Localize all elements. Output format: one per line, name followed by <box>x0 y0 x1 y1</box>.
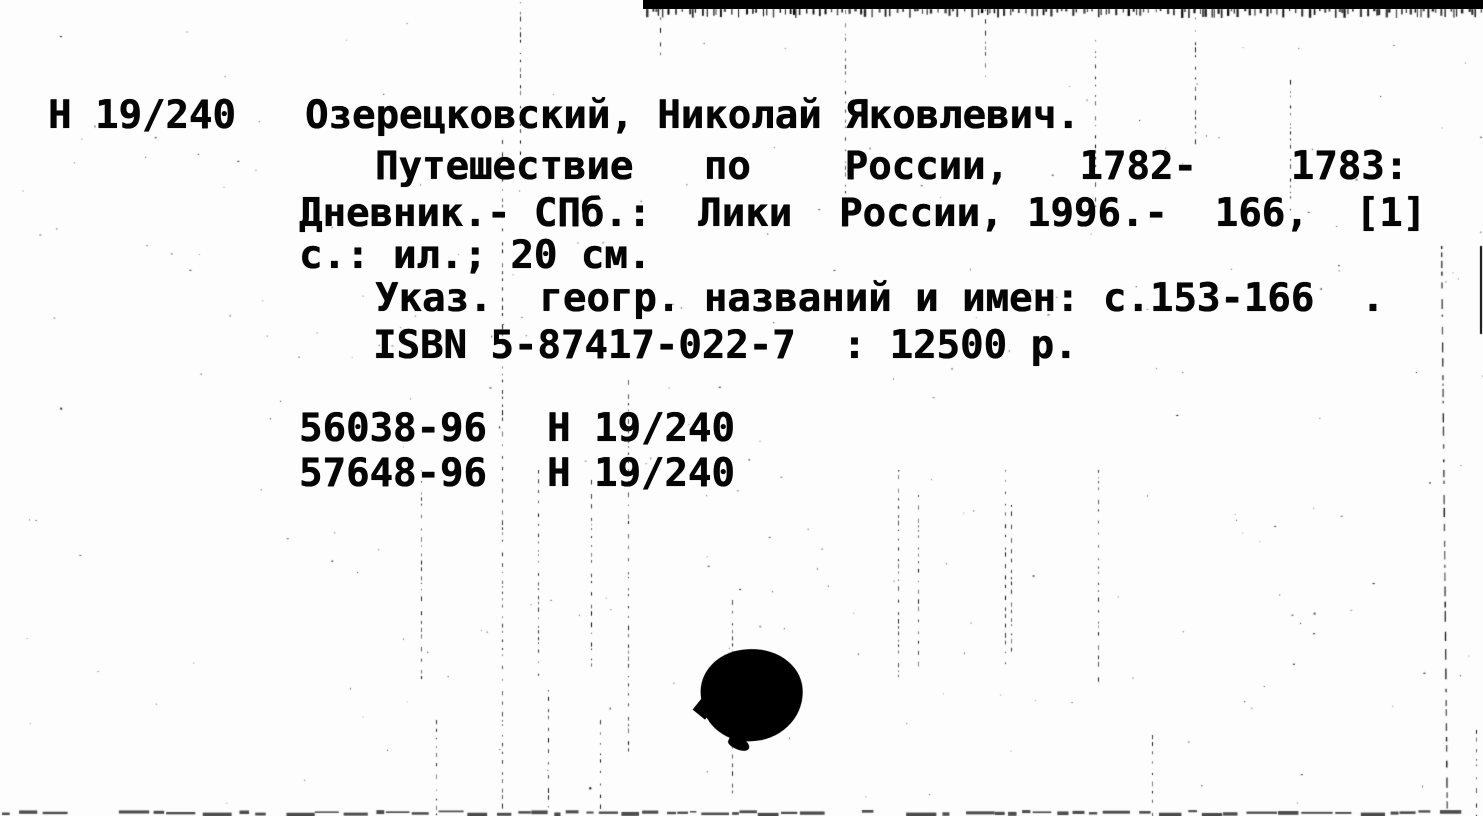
accession-shelf-mark: Н 19/240 <box>547 450 735 497</box>
accession-number: 56038-96 <box>299 405 487 452</box>
index-note: Указ. геогр. названий и имен: с.153-166 . <box>375 275 1385 322</box>
title-line: Путешествие по России, 1782- 1783: <box>375 143 1409 190</box>
call-number: Н 19/240 <box>48 92 236 139</box>
collation-line: с.: ил.; 20 см. <box>299 232 652 279</box>
accession-number: 57648-96 <box>299 450 487 497</box>
author-heading: Озерецковский, Николай Яковлевич. <box>305 92 1080 139</box>
imprint-line: Дневник.- СПб.: Лики России, 1996.- 166, [1] <box>299 190 1427 237</box>
accession-shelf-mark: Н 19/240 <box>547 405 735 452</box>
isbn-price-line: ISBN 5-87417-022-7 : 12500 р. <box>373 322 1078 369</box>
scanner-edge-band <box>643 0 1483 9</box>
